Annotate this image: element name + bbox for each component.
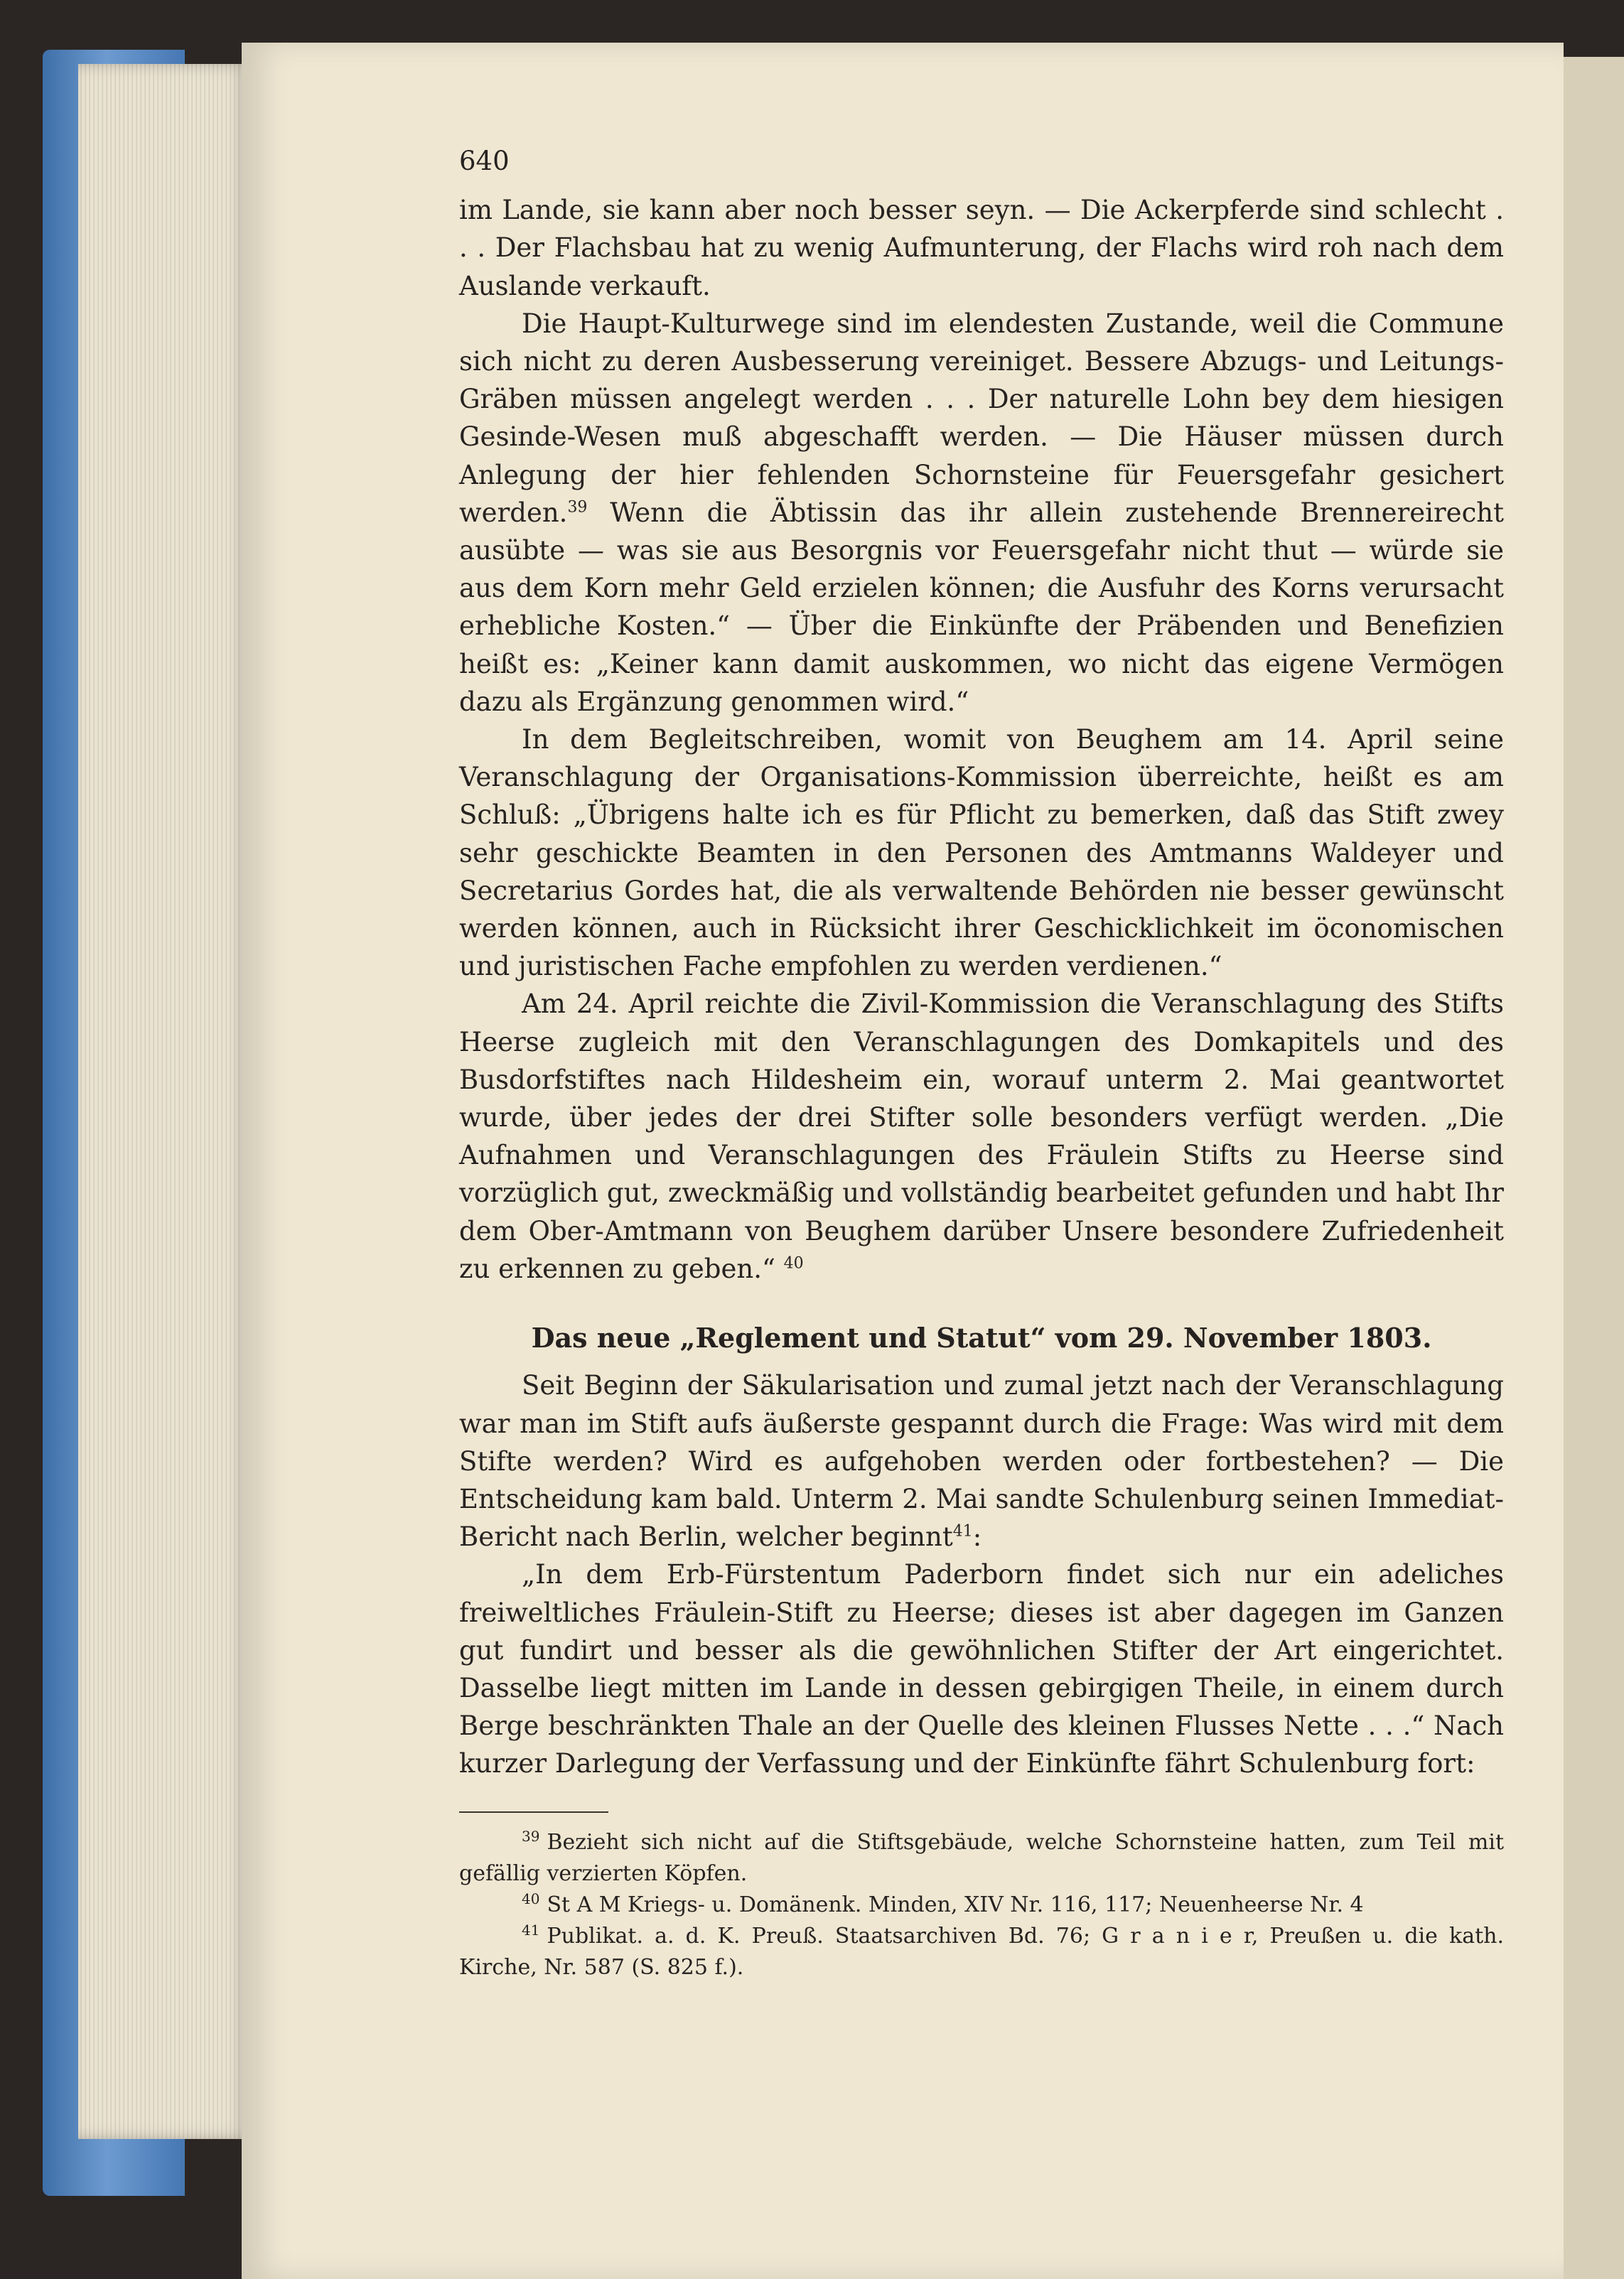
page-number: 640 <box>459 146 510 176</box>
footnote-mark: 40 <box>522 1890 540 1907</box>
paragraph-4 <box>459 985 1504 1288</box>
footnote-mark: 41 <box>522 1921 540 1939</box>
paragraph-1 <box>459 191 1504 305</box>
paragraph-text: Am 24. April reichte die Zivil-Kommission die Veranschlagung des Stifts Heerse zugleich mit den Veranschlagungen des Domkapitels und des Busdorfstiftes nach Hildesheim ein, worauf unterm 2. Mai geantwortet wurde, über jedes der drei Stifter solle besonders verfügt werden. „Die Aufnahmen und Veranschlagungen des Fräulein Stifts zu Heerse sind vorzüglich gut, zweckmäßig und vollständig bearbeitet gefunden und habt Ihr dem Ober-Amtmann von Beughem darüber Unsere besondere Zufriedenheit zu erkennen zu geben.“ <box>459 988 1504 1284</box>
page-edges <box>78 64 249 2139</box>
paragraph-text: In dem Begleitschreiben, womit von Beughem am 14. April seine Veranschlagung der Organisations-Kommission überreichte, heißt es am Schluß: „Übrigens halte ich es für Pflicht zu bemerken, daß das Stift zwey sehr geschickte Beamten in den Personen des Amtmanns Waldeyer und Secretarius Gordes hat, die als verwaltende Behörden nie besser gewünscht werden können, auch in Rücksicht ihrer Geschicklichkeit im öconomischen und juristischen Fache empfohlen zu werden verdienen.“ <box>459 724 1504 982</box>
footnote-text: Publikat. a. d. K. Preuß. Staatsarchiven Bd. 76; G r a n i e r, Preußen u. die kath. Kirche, Nr. 587 (S. 825 f.). <box>459 1923 1504 1980</box>
footnote-41 <box>459 1921 1504 1983</box>
section-heading: Das neue „Reglement und Statut“ vom 29. November 1803. <box>531 1322 1432 1354</box>
paragraph-text: im Lande, sie kann aber noch besser seyn. — Die Ackerpferde sind schlecht . . . Der Flachsbau hat zu wenig Aufmunterung, der Flachs wird roh nach dem Auslande verkauft. <box>459 195 1504 301</box>
paragraph-text: Seit Beginn der Säkularisation und zumal jetzt nach der Veranschlagung war man im Stift aufs äußerste gespannt durch die Frage: Was wird mit dem Stifte werden? Wird es aufgehoben werden oder fortbestehen? — Die Entscheidung kam bald. Unterm 2. Mai sandte Schulenburg seinen Immediat-Bericht nach Berlin, welcher beginnt <box>459 1370 1504 1553</box>
footnote-40 <box>459 1890 1504 1921</box>
footnote-text: Bezieht sich nicht auf die Stiftsgebäude, welche Schornsteine hatten, zum Teil mit gefällig verzierten Köpfen. <box>459 1829 1504 1886</box>
paragraph-text: Wenn die Äbtissin das ihr allein zustehende Brennereirecht ausübte — was sie aus Besorgnis vor Feuersgefahr nicht thut — würde sie aus dem Korn mehr Geld erzielen können; die Ausfuhr des Korns verursacht erhebliche Kosten.“ — Über die Einkünfte der Präbenden und Benefizien heißt es: „Keiner kann damit auskommen, wo nicht das eigene Vermögen dazu als Ergänzung genommen wird.“ <box>459 497 1504 717</box>
paragraph-text: „In dem Erb-Fürstentum Paderborn findet sich nur ein adeliches freiweltliches Fräulein-Stift zu Heerse; dieses ist aber dagegen im Ganzen gut fundirt und besser als die gewöhnlichen Stifter der Art eingerichtet. Dasselbe liegt mitten im Lande in dessen gebirgigen Theile, in einem durch Berge beschränkten Thale an der Quelle des kleinen Flusses Nette . . .“ Nach kurzer Darlegung der Verfassung und der Einkünfte fährt Schulenburg fort: <box>459 1559 1504 1779</box>
footnote-divider <box>459 1811 608 1813</box>
footnote-ref-40: 40 <box>783 1254 804 1273</box>
paragraph-2 <box>459 305 1504 721</box>
footnote-text: St A M Kriegs- u. Domänenk. Minden, XIV Nr. 116, 117; Neuenheerse Nr. 4 <box>547 1892 1364 1917</box>
page-text-block <box>459 142 1504 1983</box>
footnote-mark: 39 <box>522 1827 540 1845</box>
footnote-39 <box>459 1827 1504 1890</box>
paragraph-text: Die Haupt-Kulturwege sind im elendesten Zustande, weil die Commune sich nicht zu deren Ausbesserung vereiniget. Bessere Abzugs- und Leitungs-Gräben müssen angelegt werden . . . Der naturelle Lohn bey dem hiesigen Gesinde-Wesen muß abgeschafft werden. — Die Häuser müssen durch Anlegung der hier fehlenden Schornsteine für Feuersgefahr gesichert werden. <box>459 308 1504 528</box>
book-page <box>242 43 1564 2279</box>
paragraph-tail: : <box>972 1521 982 1553</box>
paragraph-3 <box>459 721 1504 985</box>
facing-page-edge <box>1562 57 1624 2279</box>
footnote-ref-41: 41 <box>952 1522 973 1541</box>
paragraph-5 <box>459 1367 1504 1556</box>
footnote-ref-39: 39 <box>567 498 588 517</box>
paragraph-6 <box>459 1556 1504 1782</box>
